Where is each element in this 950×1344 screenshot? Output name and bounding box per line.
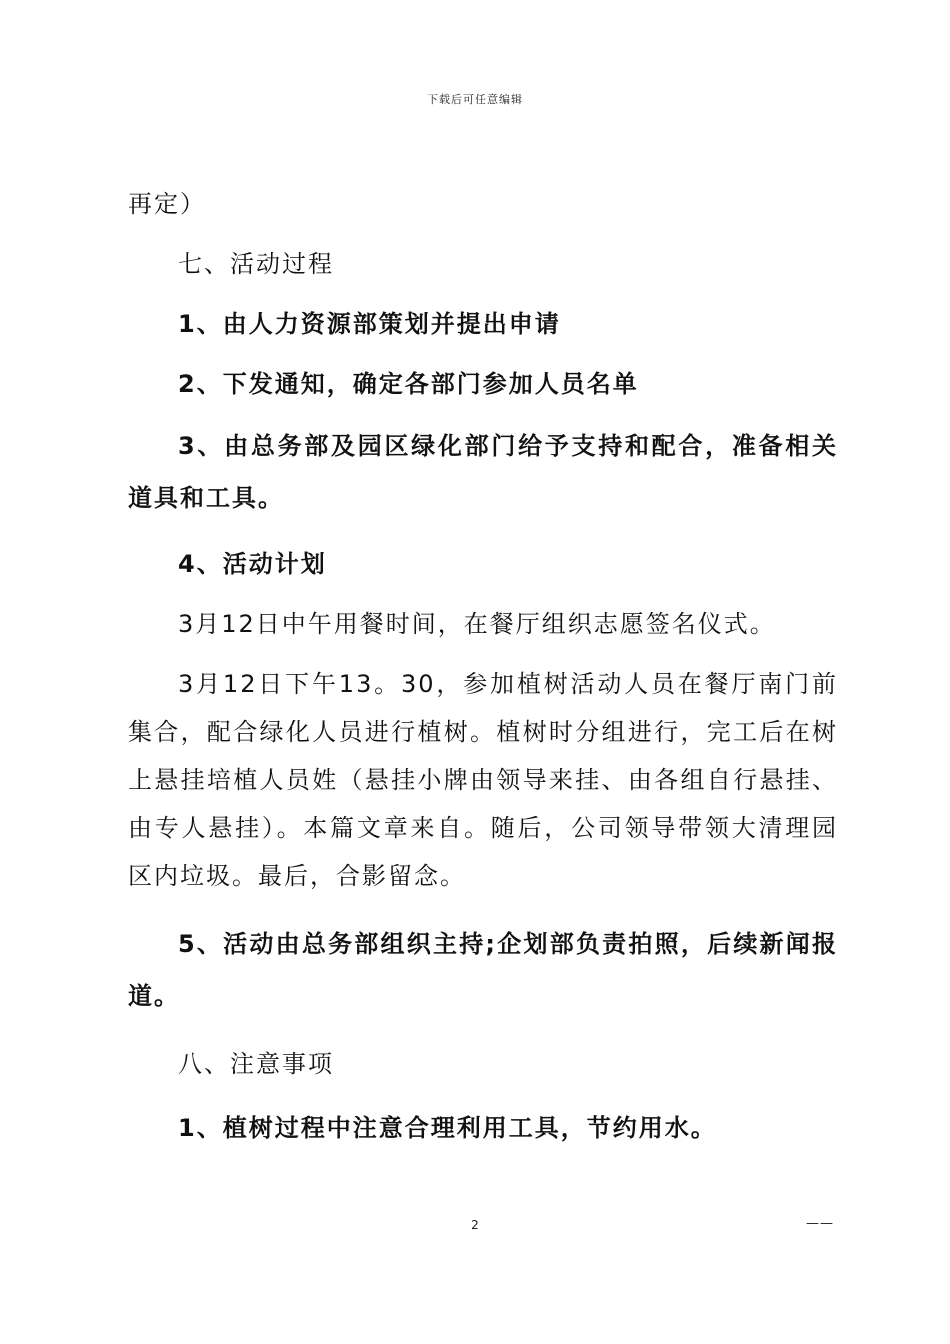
document-body bbox=[128, 180, 838, 1152]
plan-paragraph-1: 3月12日中午用餐时间，在餐厅组织志愿签名仪式。 bbox=[178, 610, 776, 638]
footer-dash: —— bbox=[806, 1216, 834, 1231]
section-heading-notes: 八、注意事项 bbox=[178, 1050, 334, 1078]
section-heading-process: 七、活动过程 bbox=[178, 250, 334, 278]
notes-item-1: 1、植树过程中注意合理利用工具，节约用水。 bbox=[178, 1114, 717, 1142]
plan-paragraph-2: 3月12日下午13。30，参加植树活动人员在餐厅南门前集合，配合绿化人员进行植树。植树时分组进行，完工后在树上悬挂培植人员姓（悬挂小牌由领导来挂、由各组自行悬挂、由专人悬挂）。本篇文章来自。随后，公司领导带领大清理园区内垃圾。最后，合影留念。 bbox=[128, 670, 838, 890]
list-item-3: 3、由总务部及园区绿化部门给予支持和配合，准备相关道具和工具。 bbox=[128, 432, 838, 512]
list-item-1: 1、由人力资源部策划并提出申请 bbox=[178, 310, 561, 338]
list-item-2: 2、下发通知，确定各部门参加人员名单 bbox=[178, 370, 639, 398]
list-item-4: 4、活动计划 bbox=[178, 550, 327, 578]
page-header: 下载后可任意编辑 bbox=[427, 93, 523, 106]
list-item-5: 5、活动由总务部组织主持;企划部负责拍照，后续新闻报道。 bbox=[128, 930, 838, 1010]
page-number: 2 bbox=[471, 1218, 479, 1232]
paragraph-continuation: 再定） bbox=[128, 190, 206, 218]
